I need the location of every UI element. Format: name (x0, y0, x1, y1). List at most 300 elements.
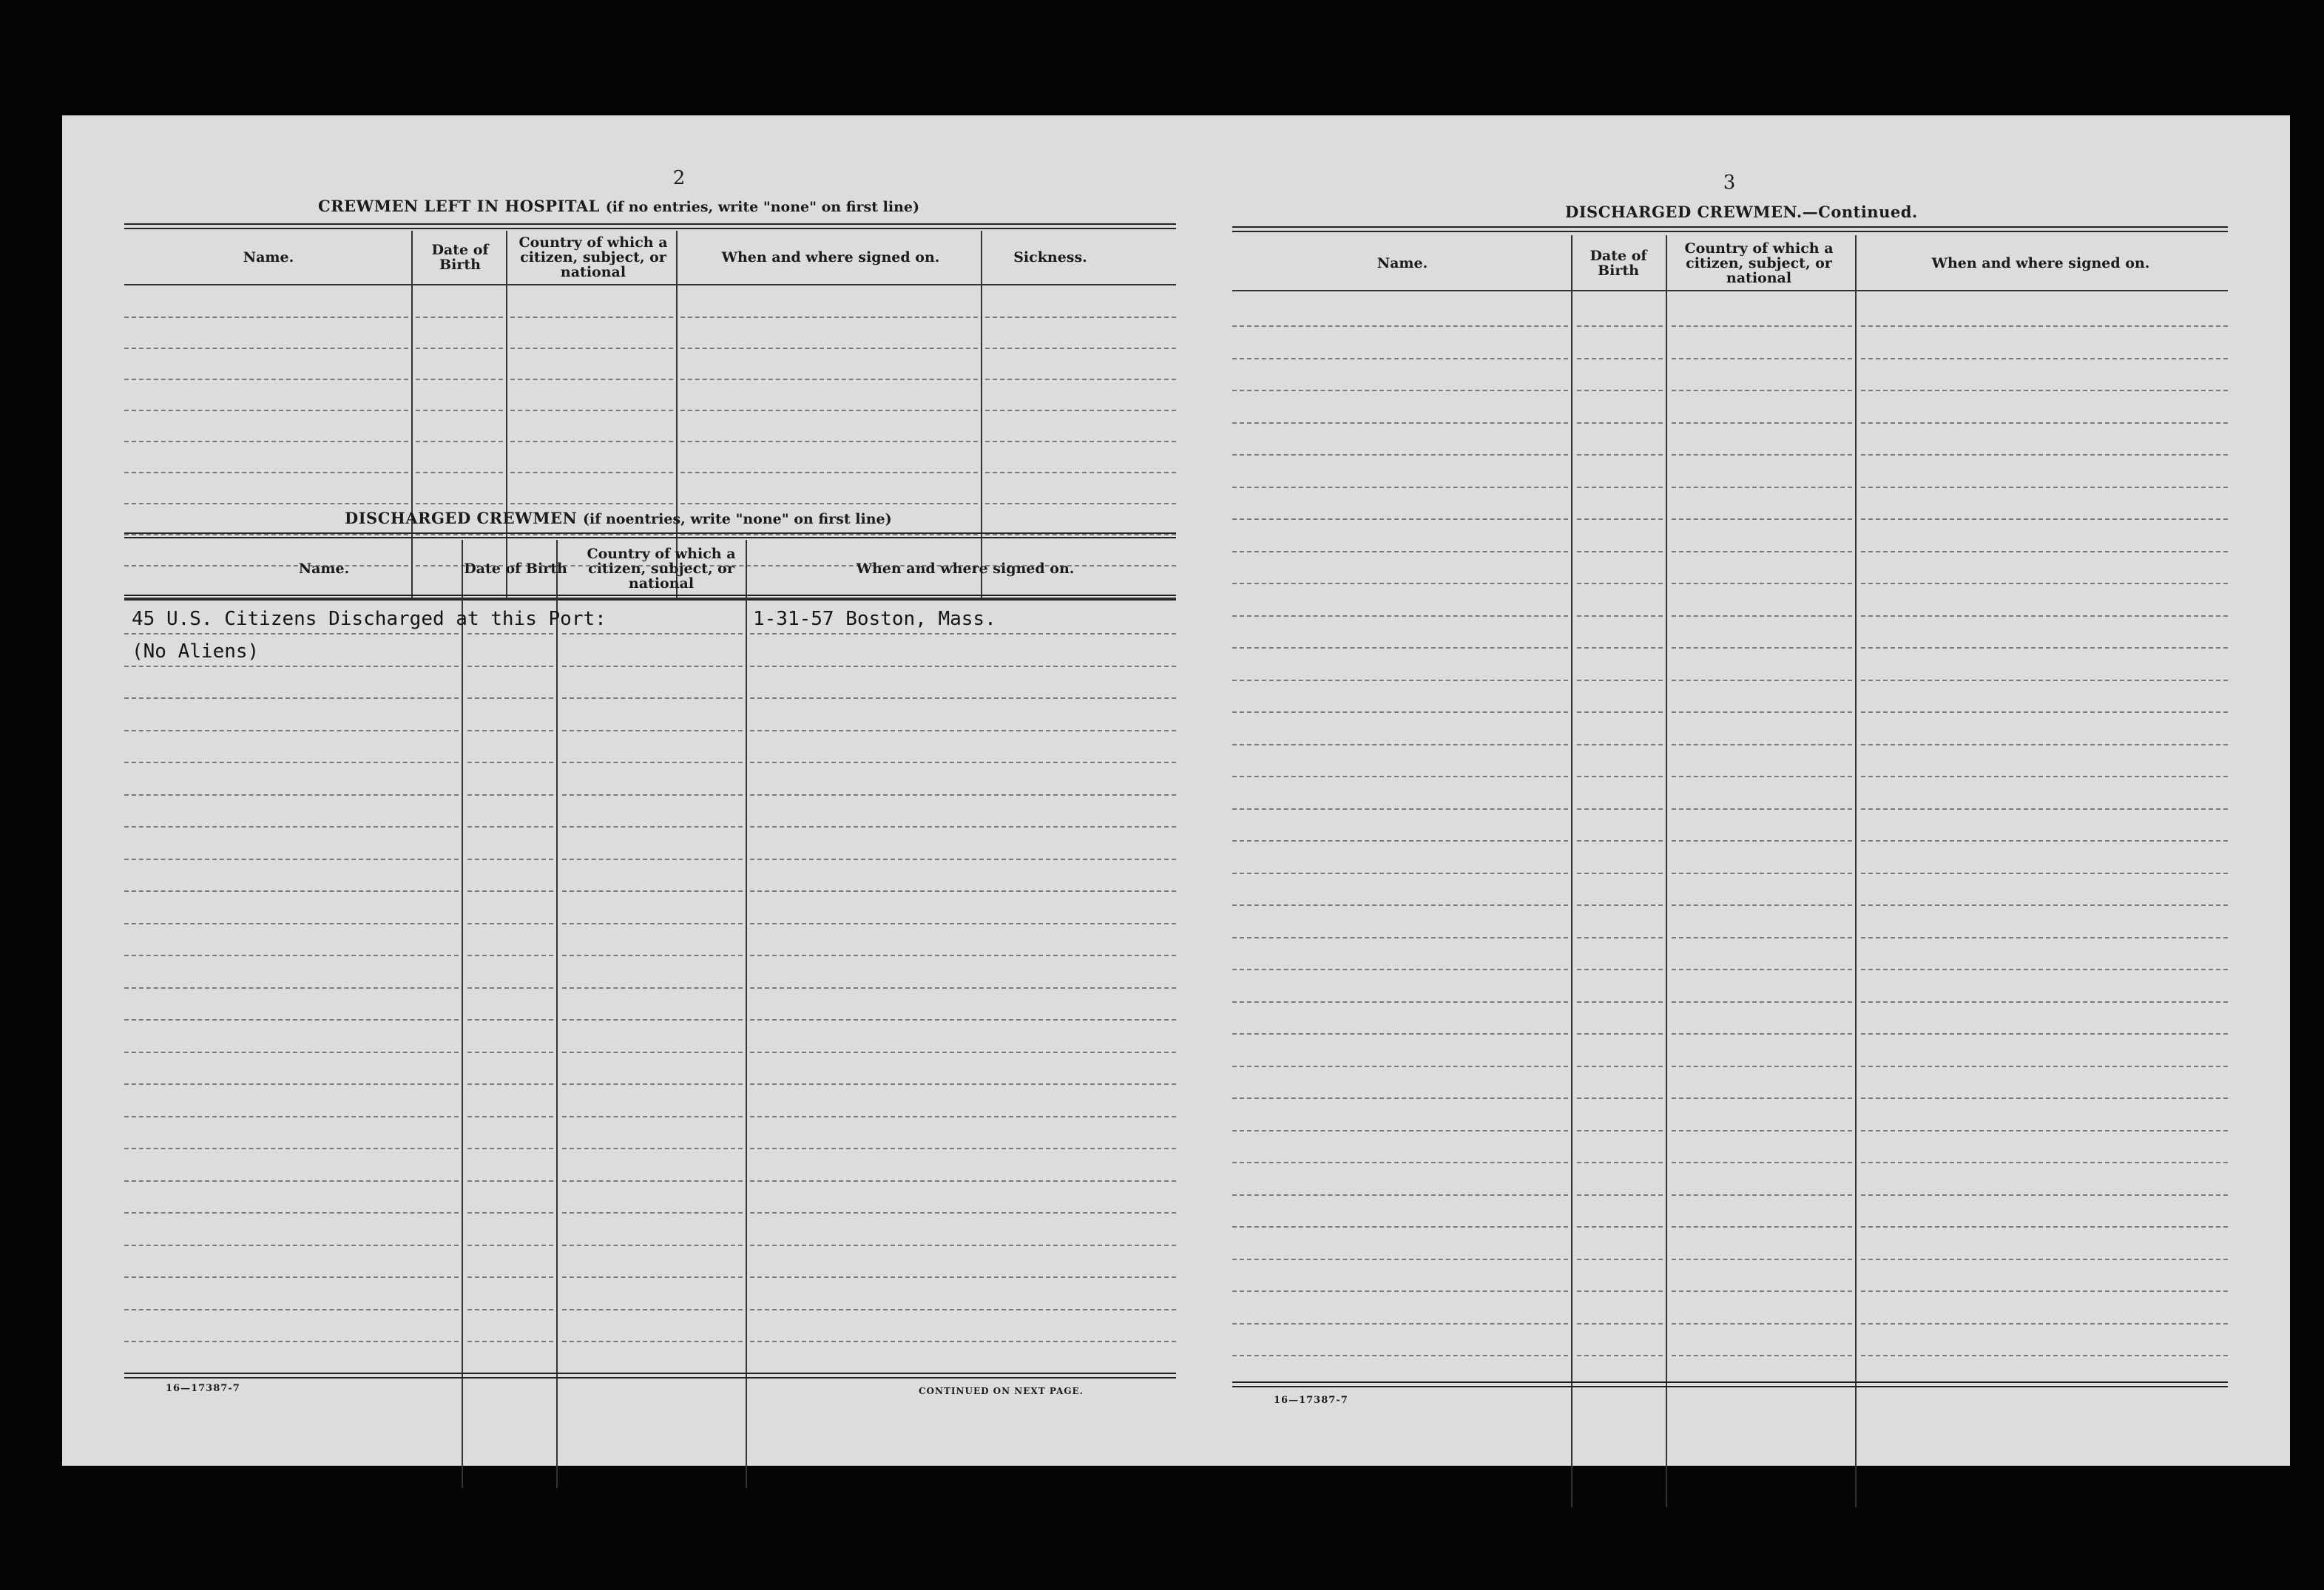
ruled-line (510, 441, 673, 442)
ruled-line (1672, 808, 1852, 810)
ruled-line (750, 890, 1176, 892)
ruled-line (467, 1052, 553, 1053)
ruled-line (1232, 808, 1568, 810)
ruled-line (1861, 744, 2228, 745)
ruled-line (1861, 390, 2228, 391)
ruled-line (1577, 1033, 1663, 1035)
ruled-line (1861, 518, 2228, 520)
form-number-left: 16—17387-7 (166, 1383, 240, 1394)
ruled-line (1861, 551, 2228, 552)
right-col-country: Country of which a citizen, subject, or national (1684, 240, 1834, 286)
ruled-line (124, 1180, 459, 1182)
ruled-line (1861, 1290, 2228, 1292)
ruled-line (750, 794, 1176, 796)
ruled-line (750, 859, 1176, 860)
ruled-line (1672, 1226, 1852, 1228)
ruled-line (124, 923, 459, 924)
ruled-line (467, 1341, 553, 1342)
ruled-line (124, 730, 459, 731)
ruled-line (562, 859, 743, 860)
ruled-line (562, 1309, 743, 1310)
ruled-line (1232, 1290, 1568, 1292)
ruled-line (1672, 969, 1852, 970)
ruled-line (467, 890, 553, 892)
ruled-line (680, 441, 978, 442)
discharged-title-note: (if noentries, write "none" on first line) (582, 511, 892, 527)
ruled-line (124, 1148, 459, 1149)
ruled-line (1577, 454, 1663, 456)
page-number-left: 2 (672, 167, 686, 189)
ruled-line (1861, 454, 2228, 456)
ruled-line (1577, 1226, 1663, 1228)
ruled-line (467, 633, 553, 635)
ruled-line (1232, 1323, 1568, 1325)
ruled-line (1861, 680, 2228, 681)
ruled-line (680, 472, 978, 473)
ruled-line (562, 923, 743, 924)
right-col-dob: Date of Birth (1590, 248, 1647, 279)
ruled-line (562, 762, 743, 763)
ruled-line (562, 1116, 743, 1117)
ruled-line (1232, 615, 1568, 617)
ruled-line (467, 955, 553, 956)
ruled-line (1861, 873, 2228, 874)
ruled-line (750, 826, 1176, 828)
discharged-col-dob: Date of Birth (464, 561, 567, 577)
ruled-line (124, 472, 408, 473)
ruled-line (680, 348, 978, 349)
ruled-line (1577, 551, 1663, 552)
hospital-col-signed-on: When and where signed on. (721, 249, 940, 265)
ruled-line (1861, 1355, 2228, 1356)
ruled-line (750, 762, 1176, 763)
typed-entry-signed-on: 1-31-57 Boston, Mass. (753, 608, 996, 630)
ruled-line (562, 633, 743, 635)
ruled-line (985, 410, 1176, 411)
ruled-line (1672, 1194, 1852, 1196)
ruled-line (467, 987, 553, 989)
ruled-line (1232, 1226, 1568, 1228)
ruled-line (750, 1116, 1176, 1117)
discharged-col-country: Country of which a citizen, subject, or national (587, 546, 736, 592)
ruled-line (1672, 454, 1852, 456)
ruled-line (416, 379, 503, 380)
ruled-line (1672, 1033, 1852, 1035)
ruled-line (1861, 808, 2228, 810)
ruled-line (1672, 1355, 1852, 1356)
discharged-section-title (345, 509, 892, 527)
ruled-line (1232, 937, 1568, 938)
ruled-line (1577, 1001, 1663, 1003)
ruled-line (562, 1245, 743, 1246)
ruled-line (1861, 904, 2228, 906)
ruled-line (1672, 358, 1852, 359)
ruled-line (1232, 325, 1568, 327)
ruled-line (562, 794, 743, 796)
ruled-line (1861, 969, 2228, 970)
ruled-line (1672, 390, 1852, 391)
ruled-line (1577, 1097, 1663, 1099)
ruled-line (1577, 647, 1663, 649)
ruled-line (985, 472, 1176, 473)
ruled-line (750, 987, 1176, 989)
ruled-line (1672, 487, 1852, 488)
ruled-line (1232, 1033, 1568, 1035)
ruled-line (562, 1083, 743, 1085)
ruled-line (124, 1309, 459, 1310)
ruled-line (1232, 1001, 1568, 1003)
ruled-line (1232, 711, 1568, 713)
ruled-line (680, 410, 978, 411)
discharged-top-rule (124, 532, 1176, 538)
ruled-line (510, 317, 673, 318)
ruled-line (1861, 1194, 2228, 1196)
ruled-line (467, 697, 553, 699)
hospital-col-sickness: Sickness. (1013, 249, 1087, 265)
ruled-line (562, 1019, 743, 1021)
ruled-line (1672, 744, 1852, 745)
ruled-line (680, 503, 978, 504)
ruled-line (750, 1245, 1176, 1246)
ruled-line (467, 1212, 553, 1214)
ruled-line (1577, 711, 1663, 713)
ruled-line (1232, 1355, 1568, 1356)
ruled-line (1861, 1001, 2228, 1003)
ruled-line (1861, 325, 2228, 327)
ruled-line (124, 441, 408, 442)
ruled-line (1577, 615, 1663, 617)
ruled-line (1861, 1162, 2228, 1163)
ruled-line (562, 826, 743, 828)
discharged-title-text: DISCHARGED CREWMEN (345, 509, 578, 527)
ruled-line (124, 633, 459, 635)
ruled-line (562, 1341, 743, 1342)
typed-entry-note: (No Aliens) (132, 640, 260, 663)
ruled-line (1672, 1130, 1852, 1131)
form-number-right: 16—17387-7 (1274, 1395, 1348, 1406)
ruled-line (985, 317, 1176, 318)
ruled-line (1861, 711, 2228, 713)
ruled-line (1861, 1226, 2228, 1228)
continued-note: CONTINUED ON NEXT PAGE. (919, 1386, 1084, 1396)
ruled-line (562, 890, 743, 892)
discharged-col-name: Name. (298, 561, 350, 577)
ruled-line (750, 1212, 1176, 1214)
ruled-line (562, 1212, 743, 1214)
ruled-line (1861, 647, 2228, 649)
ruled-line (124, 1052, 459, 1053)
ruled-line (750, 1180, 1176, 1182)
ruled-line (1577, 904, 1663, 906)
ruled-line (1861, 1323, 2228, 1325)
ruled-line (467, 666, 553, 667)
ruled-line (124, 890, 459, 892)
ruled-line (1232, 1162, 1568, 1163)
ruled-line (1861, 1066, 2228, 1067)
discharged-col-signed-on: When and where signed on. (856, 561, 1075, 577)
ruled-line (1861, 1097, 2228, 1099)
ruled-line (1861, 583, 2228, 584)
ruled-line (1672, 1162, 1852, 1163)
ruled-line (1672, 518, 1852, 520)
ruled-line (1232, 840, 1568, 842)
ruled-line (124, 666, 459, 667)
ruled-line (750, 923, 1176, 924)
ruled-line (680, 317, 978, 318)
ruled-line (124, 1019, 459, 1021)
ruled-line (1577, 840, 1663, 842)
ruled-line (467, 1276, 553, 1278)
ruled-line (1577, 776, 1663, 777)
ruled-line (1861, 840, 2228, 842)
ruled-line (1232, 873, 1568, 874)
ruled-line (1861, 615, 2228, 617)
ruled-line (510, 410, 673, 411)
ruled-line (1861, 1259, 2228, 1260)
ruled-line (1577, 390, 1663, 391)
ruled-line (510, 503, 673, 504)
ruled-line (124, 503, 408, 504)
ruled-line (1861, 422, 2228, 424)
ruled-line (1672, 680, 1852, 681)
ruled-line (1672, 1066, 1852, 1067)
ruled-line (1232, 422, 1568, 424)
ruled-line (1232, 647, 1568, 649)
ruled-line (1577, 1130, 1663, 1131)
page-number-right: 3 (1723, 172, 1736, 194)
discharged-divider (746, 540, 747, 1488)
ruled-line (416, 317, 503, 318)
ruled-line (1672, 325, 1852, 327)
ruled-line (1232, 776, 1568, 777)
ruled-line (1577, 1355, 1663, 1356)
ruled-line (1672, 1290, 1852, 1292)
ruled-line (750, 1309, 1176, 1310)
ruled-line (124, 987, 459, 989)
ruled-line (467, 826, 553, 828)
ruled-line (1577, 1162, 1663, 1163)
ruled-line (1232, 1097, 1568, 1099)
typed-entry-name: 45 U.S. Citizens Discharged at this Port: (132, 608, 607, 630)
ruled-line (562, 697, 743, 699)
ruled-line (1577, 487, 1663, 488)
ruled-line (985, 503, 1176, 504)
hospital-col-dob: Date of Birth (431, 242, 489, 273)
ruled-line (985, 441, 1176, 442)
right-bottom-rule (1232, 1381, 2228, 1387)
ruled-line (1232, 487, 1568, 488)
ruled-line (1861, 776, 2228, 777)
hospital-col-country: Country of which a citizen, subject, or national (518, 234, 668, 280)
ruled-line (1232, 1130, 1568, 1131)
ruled-line (416, 472, 503, 473)
hospital-top-rule (124, 223, 1176, 229)
ruled-line (1232, 518, 1568, 520)
discharged-divider (462, 540, 463, 1488)
ruled-line (416, 410, 503, 411)
form-sheet (62, 115, 2290, 1466)
ruled-line (1232, 454, 1568, 456)
ruled-line (1672, 583, 1852, 584)
ruled-line (467, 1245, 553, 1246)
right-section-title: DISCHARGED CREWMEN.—Continued. (1565, 203, 1918, 221)
ruled-line (750, 1052, 1176, 1053)
ruled-line (750, 1148, 1176, 1149)
ruled-line (1861, 358, 2228, 359)
ruled-line (467, 1019, 553, 1021)
ruled-line (1672, 1097, 1852, 1099)
hospital-title-text: CREWMEN LEFT IN HOSPITAL (318, 197, 600, 215)
hospital-section-title (318, 197, 919, 215)
ruled-line (1672, 776, 1852, 777)
ruled-line (562, 1052, 743, 1053)
discharged-divider (556, 540, 558, 1488)
ruled-line (1577, 583, 1663, 584)
ruled-line (124, 1245, 459, 1246)
discharged-bottom-rule (124, 1373, 1176, 1378)
ruled-line (1672, 711, 1852, 713)
ruled-line (1577, 744, 1663, 745)
ruled-line (562, 730, 743, 731)
ruled-line (1672, 1259, 1852, 1260)
ruled-line (562, 1180, 743, 1182)
ruled-line (1861, 1033, 2228, 1035)
ruled-line (124, 697, 459, 699)
right-col-name: Name. (1377, 255, 1428, 271)
ruled-line (1672, 615, 1852, 617)
ruled-line (1672, 647, 1852, 649)
ruled-line (467, 1116, 553, 1117)
ruled-line (416, 503, 503, 504)
ruled-line (1861, 1130, 2228, 1131)
ruled-line (680, 379, 978, 380)
ruled-line (985, 348, 1176, 349)
ruled-line (1577, 422, 1663, 424)
ruled-line (1672, 840, 1852, 842)
ruled-line (1577, 1066, 1663, 1067)
hospital-title-note: (if no entries, write "none" on first line) (605, 199, 919, 215)
ruled-line (1577, 1259, 1663, 1260)
ruled-line (467, 1180, 553, 1182)
ruled-line (1577, 873, 1663, 874)
right-divider (1855, 235, 1857, 1507)
ruled-line (1577, 808, 1663, 810)
ruled-line (1232, 551, 1568, 552)
discharged-header-rule (124, 598, 1176, 599)
ruled-line (467, 859, 553, 860)
ruled-line (1577, 680, 1663, 681)
ruled-line (750, 1276, 1176, 1278)
ruled-line (1672, 551, 1852, 552)
ruled-line (1672, 904, 1852, 906)
ruled-line (1577, 1290, 1663, 1292)
ruled-line (1861, 937, 2228, 938)
ruled-line (467, 1148, 553, 1149)
ruled-line (1232, 583, 1568, 584)
ruled-line (750, 955, 1176, 956)
ruled-line (1672, 422, 1852, 424)
ruled-line (510, 379, 673, 380)
ruled-line (124, 317, 408, 318)
ruled-line (1232, 904, 1568, 906)
ruled-line (750, 730, 1176, 731)
ruled-line (750, 633, 1176, 635)
ruled-line (1672, 937, 1852, 938)
ruled-line (467, 762, 553, 763)
hospital-col-name: Name. (243, 249, 294, 265)
ruled-line (1232, 1259, 1568, 1260)
ruled-line (124, 1212, 459, 1214)
ruled-line (562, 666, 743, 667)
ruled-line (124, 762, 459, 763)
ruled-line (750, 1083, 1176, 1085)
ruled-line (750, 697, 1176, 699)
ruled-line (1577, 518, 1663, 520)
ruled-line (1577, 358, 1663, 359)
ruled-line (562, 1148, 743, 1149)
ruled-line (562, 955, 743, 956)
ruled-line (1232, 969, 1568, 970)
ruled-line (416, 348, 503, 349)
ruled-line (124, 859, 459, 860)
ruled-line (467, 794, 553, 796)
ruled-line (124, 826, 459, 828)
ruled-line (1232, 1194, 1568, 1196)
ruled-line (124, 410, 408, 411)
ruled-line (510, 472, 673, 473)
right-top-rule (1232, 226, 2228, 232)
right-divider (1666, 235, 1667, 1507)
right-divider (1571, 235, 1573, 1507)
ruled-line (1577, 969, 1663, 970)
ruled-line (467, 923, 553, 924)
ruled-line (1232, 744, 1568, 745)
ruled-line (985, 379, 1176, 380)
hospital-header-rule (124, 284, 1176, 285)
ruled-line (124, 1116, 459, 1117)
ruled-line (1577, 325, 1663, 327)
ruled-line (124, 348, 408, 349)
ruled-line (416, 441, 503, 442)
ruled-line (124, 1341, 459, 1342)
ruled-line (1232, 680, 1568, 681)
ruled-line (1672, 1323, 1852, 1325)
ruled-line (124, 1083, 459, 1085)
ruled-line (1861, 487, 2228, 488)
ruled-line (467, 730, 553, 731)
ruled-line (1672, 1001, 1852, 1003)
ruled-line (124, 794, 459, 796)
ruled-line (562, 987, 743, 989)
right-col-signed-on: When and where signed on. (1931, 255, 2150, 271)
ruled-line (750, 1019, 1176, 1021)
ruled-line (467, 1083, 553, 1085)
ruled-line (750, 1341, 1176, 1342)
ruled-line (1232, 1066, 1568, 1067)
ruled-line (562, 1276, 743, 1278)
ruled-line (467, 1309, 553, 1310)
ruled-line (1577, 1194, 1663, 1196)
ruled-line (124, 955, 459, 956)
ruled-line (1232, 358, 1568, 359)
ruled-line (1672, 873, 1852, 874)
right-header-rule (1232, 290, 2228, 291)
ruled-line (1232, 390, 1568, 391)
ruled-line (124, 1276, 459, 1278)
ruled-line (124, 379, 408, 380)
ruled-line (750, 666, 1176, 667)
ruled-line (1577, 937, 1663, 938)
